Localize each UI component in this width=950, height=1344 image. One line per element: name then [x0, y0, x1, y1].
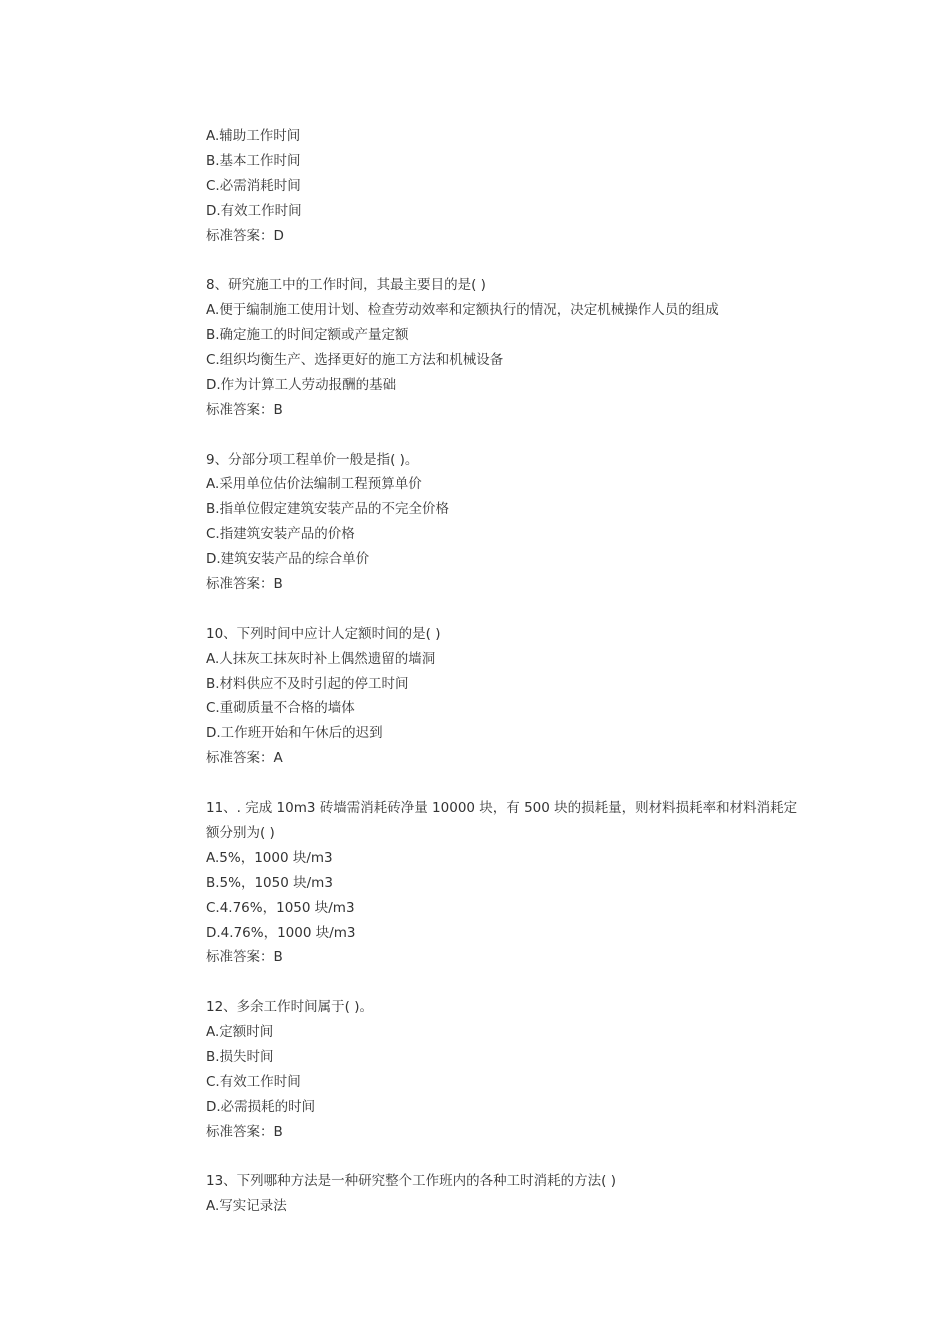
spacer: [206, 1145, 816, 1170]
spacer: [206, 970, 816, 995]
answer: 标准答案：A: [206, 750, 283, 767]
option-c: C.4.76%，1050 块/m3: [206, 899, 355, 916]
option-b: B.损失时间: [206, 1048, 274, 1065]
question-9: [206, 448, 816, 597]
question-11: [206, 796, 816, 970]
question-text: 11、. 完成 10m3 砖墙需消耗砖净量 10000 块，有 500 块的损耗量，则材料损耗率和材料消耗定: [206, 800, 798, 817]
option-d: D.建筑安装产品的综合单价: [206, 551, 370, 568]
question-10: [206, 622, 816, 771]
question-12: [206, 995, 816, 1144]
option-c: C.有效工作时间: [206, 1073, 301, 1090]
option-d: D.必需损耗的时间: [206, 1098, 316, 1115]
document-body: [206, 124, 816, 1219]
question-text: 12、多余工作时间属于( )。: [206, 999, 374, 1016]
answer: 标准答案：B: [206, 949, 283, 966]
spacer: [206, 423, 816, 448]
spacer: [206, 248, 816, 273]
answer: 标准答案：B: [206, 401, 283, 418]
answer: 标准答案：D: [206, 227, 284, 244]
option-c: C.组织均衡生产、选择更好的施工方法和机械设备: [206, 352, 504, 369]
option-d: D.4.76%，1000 块/m3: [206, 924, 356, 941]
question-text-continued: 额分别为( ): [206, 824, 275, 841]
spacer: [206, 771, 816, 796]
question-text: 10、下列时间中应计人定额时间的是( ): [206, 625, 441, 642]
option-c: C.指建筑安装产品的价格: [206, 526, 355, 543]
option-b: B.指单位假定建筑安装产品的不完全价格: [206, 501, 450, 518]
option-b: B.5%，1050 块/m3: [206, 874, 333, 891]
option-d: D.有效工作时间: [206, 202, 302, 219]
option-a: A.5%，1000 块/m3: [206, 849, 333, 866]
answer: 标准答案：B: [206, 576, 283, 593]
option-b: B.材料供应不及时引起的停工时间: [206, 675, 409, 692]
question-text: 8、研究施工中的工作时间，其最主要目的是( ): [206, 277, 486, 294]
question-13: [206, 1169, 816, 1219]
option-a: A.辅助工作时间: [206, 128, 301, 144]
option-a: A.人抹灰工抹灰时补上偶然遗留的墙洞: [206, 650, 436, 667]
option-c: C.重砌质量不合格的墙体: [206, 700, 355, 717]
question-text: 13、下列哪种方法是一种研究整个工作班内的各种工时消耗的方法( ): [206, 1173, 617, 1190]
question-8: [206, 273, 816, 422]
spacer: [206, 597, 816, 622]
question-7-partial: [206, 124, 816, 248]
option-a: A.写实记录法: [206, 1198, 287, 1215]
option-b: B.基本工作时间: [206, 152, 301, 169]
option-d: D.作为计算工人劳动报酬的基础: [206, 376, 397, 393]
answer: 标准答案：B: [206, 1123, 283, 1140]
option-c: C.必需消耗时间: [206, 177, 301, 194]
option-a: A.定额时间: [206, 1024, 274, 1041]
question-text: 9、分部分项工程单价一般是指( )。: [206, 451, 419, 468]
option-b: B.确定施工的时间定额或产量定额: [206, 327, 409, 344]
option-d: D.工作班开始和午休后的迟到: [206, 725, 383, 742]
option-a: A.采用单位估价法编制工程预算单价: [206, 476, 422, 493]
option-a: A.便于编制施工使用计划、检查劳动效率和定额执行的情况，决定机械操作人员的组成: [206, 302, 719, 319]
